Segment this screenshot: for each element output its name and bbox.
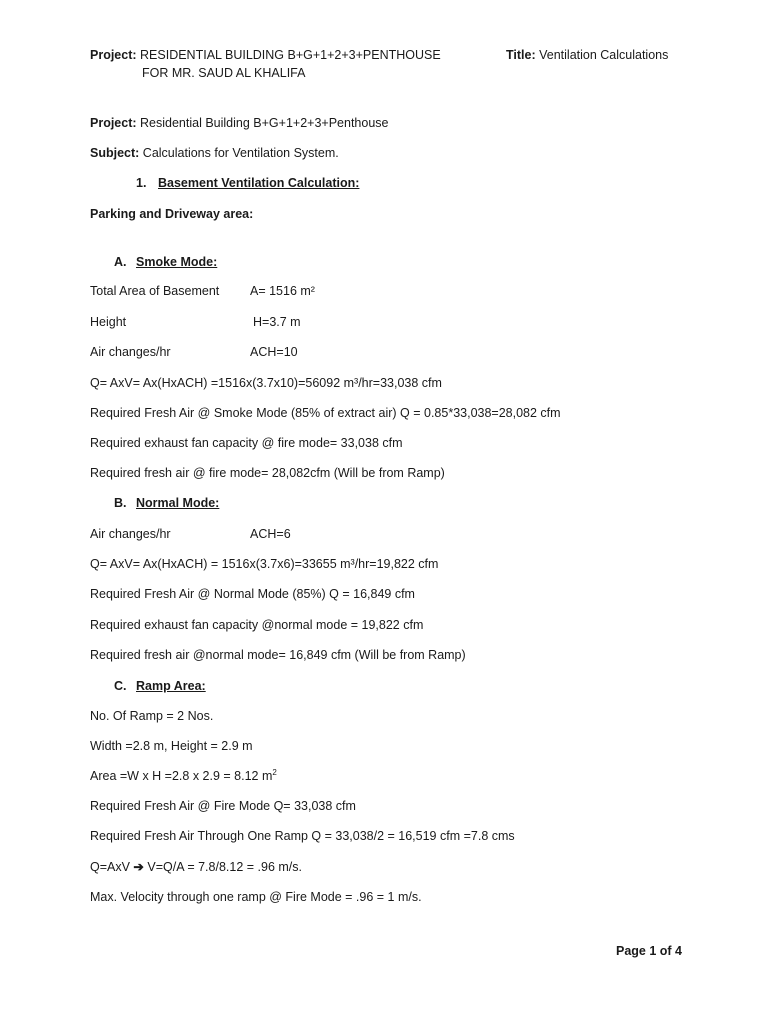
header-project-label: Project: [90,48,137,62]
normal-ach-label: Air changes/hr [90,527,171,541]
parking-area-label: Parking and Driveway area: [90,207,254,221]
ramp-one-ramp: Required Fresh Air Through One Ramp Q = 33,038/2 = 16,519 cfm =7.8 cms [90,829,515,843]
normal-fresh-normal: Required fresh air @normal mode= 16,849 cfm (Will be from Ramp) [90,648,466,662]
normal-exhaust: Required exhaust fan capacity @normal mode = 19,822 cfm [90,618,424,632]
normal-letter: B. [114,496,127,510]
intro-project-value: Residential Building B+G+1+2+3+Penthouse [136,116,389,130]
normal-fresh-air: Required Fresh Air @ Normal Mode (85%) Q = 16,849 cfm [90,587,415,601]
ramp-formula-left: Q=AxV [90,860,134,874]
smoke-heading: Smoke Mode: [136,255,218,269]
intro-subject [90,146,339,161]
header-project-value: RESIDENTIAL BUILDING B+G+1+2+3+PENTHOUSE [136,48,441,62]
smoke-row-value: A= 1516 m² [250,284,315,298]
smoke-fresh-air: Required Fresh Air @ Smoke Mode (85% of extract air) Q = 0.85*33,038=28,082 cfm [90,406,561,420]
smoke-row-label: Air changes/hr [90,345,171,359]
ramp-dims: Width =2.8 m, Height = 2.9 m [90,739,253,753]
header-title-label: Title: [506,48,536,62]
section1-number: 1. [136,176,147,190]
smoke-row-label: Height [90,315,127,329]
smoke-letter: A. [114,255,127,269]
normal-q-formula: Q= AxV= Ax(HxACH) = 1516x(3.7x6)=33655 m³/hr=19,822 cfm [90,557,439,571]
normal-row-ach [90,527,490,542]
ramp-max-velocity: Max. Velocity through one ramp @ Fire Mode = .96 = 1 m/s. [90,890,422,904]
smoke-fresh-fire: Required fresh air @ fire mode= 28,082cfm (Will be from Ramp) [90,466,445,480]
ramp-formula-right: V=Q/A = 7.8/8.12 = .96 m/s. [143,860,302,874]
intro-subject-label: Subject: [90,146,140,160]
smoke-row-area [90,284,490,299]
intro-project-label: Project: [90,116,137,130]
smoke-row-height [90,315,490,330]
smoke-row-ach [90,345,490,360]
smoke-row-label: Total Area of Basement [90,284,220,298]
header-project [90,48,441,63]
header-title [506,48,668,63]
ramp-area [90,769,277,784]
section1-heading: Basement Ventilation Calculation: [158,176,360,190]
ramp-area-text: Area =W x H =2.8 x 2.9 = 8.12 m [90,769,273,783]
ramp-velocity-formula [90,860,302,875]
ramp-letter: C. [114,679,127,693]
header-project-line2: FOR MR. SAUD AL KHALIFA [142,66,306,80]
smoke-row-value: H=3.7 m [253,315,301,329]
ramp-area-sup: 2 [272,767,277,777]
page-number: Page 1 of 4 [616,944,682,958]
intro-project [90,116,388,131]
smoke-q-formula: Q= AxV= Ax(HxACH) =1516x(3.7x10)=56092 m³/hr=33,038 cfm [90,376,442,390]
normal-ach-value: ACH=6 [250,527,291,541]
header-title-value: Ventilation Calculations [535,48,669,62]
ramp-heading: Ramp Area: [136,679,206,693]
normal-heading: Normal Mode: [136,496,220,510]
ramp-count: No. Of Ramp = 2 Nos. [90,709,214,723]
intro-subject-value: Calculations for Ventilation System. [139,146,339,160]
ramp-fresh-fire: Required Fresh Air @ Fire Mode Q= 33,038 cfm [90,799,356,813]
smoke-exhaust: Required exhaust fan capacity @ fire mode= 33,038 cfm [90,436,403,450]
arrow-right-icon: ➔ [133,860,144,874]
smoke-row-value: ACH=10 [250,345,298,359]
